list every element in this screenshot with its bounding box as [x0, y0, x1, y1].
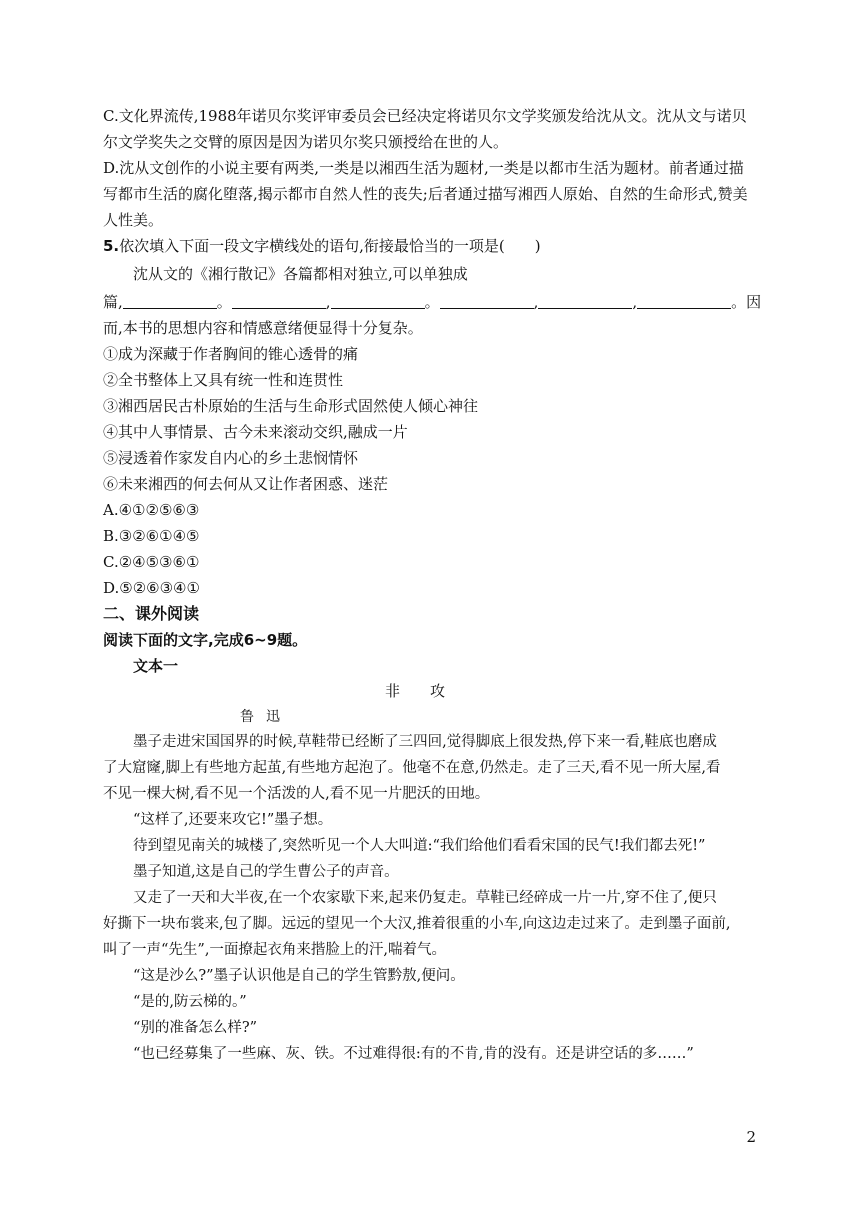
story-line-1: 墨子走进宋国国界的时候,草鞋带已经断了三四回,觉得脚底上很发热,停下来一看,鞋底也磨成 [133, 734, 717, 750]
q5-option-c[interactable]: C.②④⑤③⑥① [103, 553, 200, 571]
story-line-4: “这样了,还要来攻它!”墨子想。 [133, 812, 333, 828]
q5-separator-3: , [325, 293, 331, 311]
section-heading: 二、课外阅读 [103, 604, 200, 623]
text-label: 文本一 [133, 657, 179, 675]
story-line-8: 好撕下一块布裳来,包了脚。远远的望见一个大汉,推着很重的小车,向这边走过来了。走到墨子面前, [103, 916, 731, 932]
story-line-10: “这是沙么?”墨子认识他是自己的学生管黔敖,便问。 [133, 968, 465, 984]
q5-item-1: ①成为深藏于作者胸间的锥心透骨的痛 [103, 345, 359, 363]
story-title: 非攻 [384, 682, 475, 700]
fill-blank-5[interactable] [538, 294, 632, 309]
q5-passage-start: 篇, [103, 293, 123, 311]
q4-option-d-line-2: 写都市生活的腐化堕落,揭示都市自然人性的丧失;后者通过描写湘西人原始、自然的生命形式,赞美 [103, 185, 748, 203]
q5-separator-5: , [632, 293, 638, 311]
story-author: 鲁迅 [240, 709, 292, 725]
q5-separator-1: 。 [216, 293, 232, 311]
q5-option-d[interactable]: D.⑤②⑥③④① [103, 579, 200, 597]
q5-stem: 依次填入下面一段文字横线处的语句,衔接最恰当的一项是( ) [119, 237, 541, 255]
q5-item-2: ②全书整体上又具有统一性和连贯性 [103, 371, 344, 389]
q5-option-b[interactable]: B.③②⑥①④⑤ [103, 527, 200, 545]
story-line-2: 了大窟窿,脚上有些地方起茧,有些地方起泡了。他毫不在意,仍然走。走了三天,看不见一所大屋,看 [103, 760, 721, 776]
story-line-9: 叫了一声“先生”,一面撩起衣角来揩脸上的汗,喘着气。 [103, 942, 447, 958]
q5-option-a[interactable]: A.④①②⑤⑥③ [103, 501, 200, 519]
q5-item-3: ③湘西居民古朴原始的生活与生命形式固然使人倾心神往 [103, 397, 479, 415]
q5-passage-line-2 [103, 290, 763, 314]
story-line-7: 又走了一天和大半夜,在一个农家歇下来,起来仍复走。草鞋已经碎成一片一片,穿不住了,便只 [133, 890, 717, 906]
fill-blank-3[interactable] [331, 294, 425, 309]
q5-separator-2: 。 [424, 293, 440, 311]
q4-option-c-line-1: C.文化界流传,1988年诺贝尔奖评审委员会已经决定将诺贝尔文学奖颁发给沈从文。沈从文与诺贝 [103, 107, 747, 125]
page-number: 2 [746, 1128, 756, 1146]
q5-passage-line-1: 沈从文的《湘行散记》各篇都相对独立,可以单独成 [133, 265, 468, 283]
q5-number: 5. [103, 237, 120, 255]
story-line-12: “别的准备怎么样?” [133, 1020, 258, 1036]
q5-passage-end: 。因 [731, 293, 762, 311]
story-line-6: 墨子知道,这是自己的学生曹公子的声音。 [133, 864, 399, 880]
fill-blank-4[interactable] [440, 294, 534, 309]
fill-blank-2[interactable] [232, 294, 326, 309]
fill-blank-6[interactable] [637, 294, 731, 309]
reading-instruction: 阅读下面的文字,完成6~9题。 [103, 631, 308, 649]
q5-item-4: ④其中人事情景、古今未来滚动交织,融成一片 [103, 423, 408, 441]
q4-option-d-line-3: 人性美。 [103, 211, 164, 229]
story-line-5: 待到望见南关的城楼了,突然听见一个人大叫道:“我们给他们看看宋国的民气!我们都去死!” [133, 838, 706, 854]
q5-stem-line [103, 234, 763, 258]
fill-blank-1[interactable] [123, 294, 217, 309]
q5-item-6: ⑥未来湘西的何去何从又让作者困惑、迷茫 [103, 475, 389, 493]
story-line-11: “是的,防云梯的。” [133, 994, 247, 1010]
q4-option-c-line-2: 尔文学奖失之交臂的原因是因为诺贝尔奖只颁授给在世的人。 [103, 133, 509, 151]
q4-option-d-line-1: D.沈从文创作的小说主要有两类,一类是以湘西生活为题材,一类是以都市生活为题材。前者通过描 [103, 159, 744, 177]
story-line-3: 不见一棵大树,看不见一个活泼的人,看不见一片肥沃的田地。 [103, 786, 490, 802]
q5-item-5: ⑤浸透着作家发自内心的乡土悲悯情怀 [103, 449, 359, 467]
q5-separator-4: , [533, 293, 539, 311]
q5-passage-line-3: 而,本书的思想内容和情感意绪便显得十分复杂。 [103, 319, 423, 337]
story-line-13: “也已经募集了一些麻、灰、铁。不过难得很:有的不肯,肯的没有。还是讲空话的多……” [133, 1046, 694, 1062]
